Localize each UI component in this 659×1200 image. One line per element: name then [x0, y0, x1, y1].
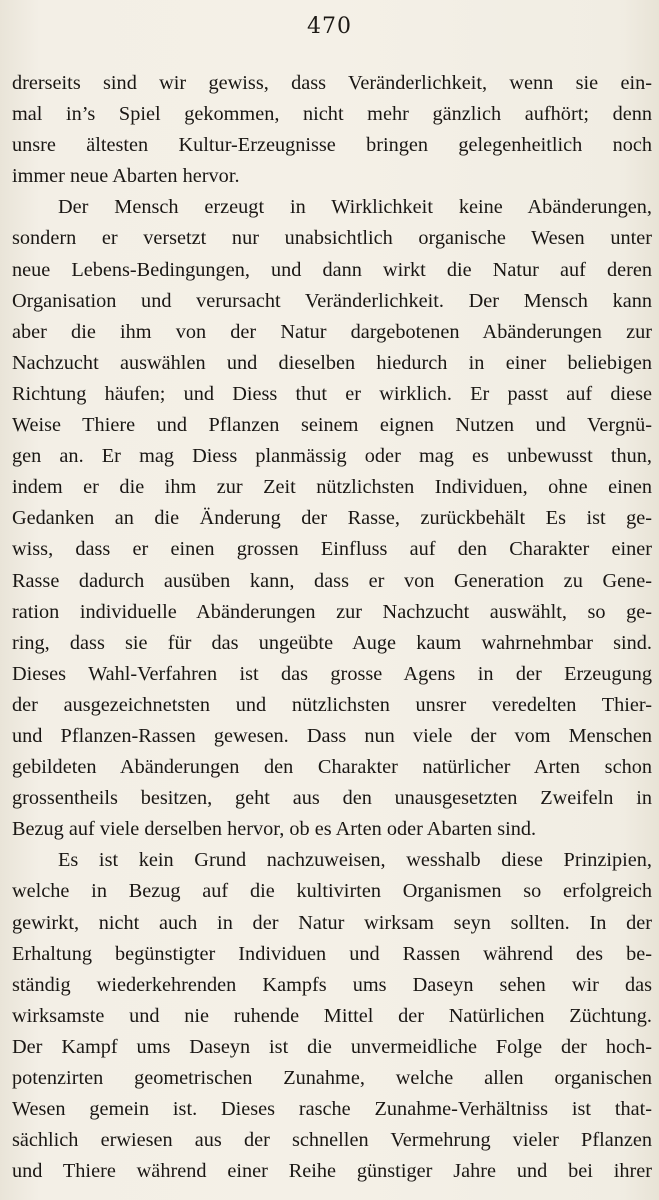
text-line: unsre ältesten Kultur-Erzeugnisse bringen gelegenheitlich noch	[12, 134, 652, 157]
text-line: wirksamste und nie ruhende Mittel der Natürlichen Züchtung.	[12, 1004, 652, 1027]
text-line: Organisation und verursacht Veränderlichkeit. Der Mensch kann	[12, 289, 652, 312]
text-line: ring, dass sie für das ungeübte Auge kaum wahrnehmbar sind.	[12, 631, 652, 654]
text-line: ration individuelle Abänderungen zur Nachzucht auswählt, so ge-	[12, 600, 652, 623]
text-line: sondern er versetzt nur unabsichtlich organische Wesen unter	[12, 227, 652, 250]
text-line: grossentheils besitzen, geht aus den unausgesetzten Zweifeln in	[12, 787, 652, 810]
text-line: Dieses Wahl-Verfahren ist das grosse Agens in der Erzeugung	[12, 662, 652, 685]
text-line: Gedanken an die Änderung der Rasse, zurückbehält Es ist ge-	[12, 507, 652, 530]
text-line: indem er die ihm zur Zeit nützlichsten Individuen, ohne einen	[12, 476, 652, 499]
text-line: Es ist kein Grund nachzuweisen, wesshalb diese Prinzipien,	[58, 849, 652, 872]
text-line: sächlich erwiesen aus der schnellen Vermehrung vieler Pflanzen	[12, 1129, 652, 1152]
text-line: immer neue Abarten hervor.	[12, 165, 240, 188]
text-line: und Pflanzen-Rassen gewesen. Dass nun viele der vom Menschen	[12, 724, 652, 747]
text-line: aber die ihm von der Natur dargebotenen Abänderungen zur	[12, 320, 652, 343]
text-line: gebildeten Abänderungen den Charakter natürlicher Arten schon	[12, 756, 652, 779]
text-line: welche in Bezug auf die kultivirten Organismen so erfolgreich	[12, 880, 652, 903]
page-number: 470	[307, 14, 352, 39]
body-text	[12, 68, 652, 1187]
text-line: potenzirten geometrischen Zunahme, welche allen organischen	[12, 1067, 652, 1089]
text-line: Rasse dadurch ausüben kann, dass er von Generation zu Gene-	[12, 569, 652, 592]
text-line: Richtung häufen; und Diess thut er wirklich. Er passt auf diese	[12, 382, 652, 405]
text-line: Bezug auf viele derselben hervor, ob es Arten oder Abarten sind.	[12, 818, 537, 841]
text-line: drerseits sind wir gewiss, dass Veränderlichkeit, wenn sie ein-	[12, 72, 652, 94]
text-line: Der Kampf ums Daseyn ist die unvermeidliche Folge der hoch-	[12, 1035, 652, 1058]
text-line: der ausgezeichnetsten und nützlichsten unsrer veredelten Thier-	[12, 693, 652, 716]
text-line: ständig wiederkehrenden Kampfs ums Daseyn sehen wir das	[12, 973, 652, 996]
text-line: gen an. Er mag Diess planmässig oder mag es unbewusst thun,	[12, 445, 652, 468]
text-line: Erhaltung begünstigter Individuen und Rassen während des be-	[12, 942, 652, 965]
text-line: Der Mensch erzeugt in Wirklichkeit keine Abänderungen,	[58, 196, 652, 219]
text-line: Nachzucht auswählen und dieselben hiedurch in einer beliebigen	[12, 351, 652, 374]
text-line: Wesen gemein ist. Dieses rasche Zunahme-Verhältniss ist that-	[12, 1098, 652, 1121]
text-line: neue Lebens-Bedingungen, und dann wirkt die Natur auf deren	[12, 258, 652, 281]
text-line: gewirkt, nicht auch in der Natur wirksam seyn sollten. In der	[12, 911, 652, 934]
text-line: und Thiere während einer Reihe günstiger Jahre und bei ihrer	[12, 1160, 652, 1183]
text-line: wiss, dass er einen grossen Einfluss auf den Charakter einer	[12, 538, 652, 561]
text-line: mal in’s Spiel gekommen, nicht mehr gänzlich aufhört; denn	[12, 103, 652, 126]
text-line: Weise Thiere und Pflanzen seinem eignen Nutzen und Vergnü-	[12, 414, 652, 437]
